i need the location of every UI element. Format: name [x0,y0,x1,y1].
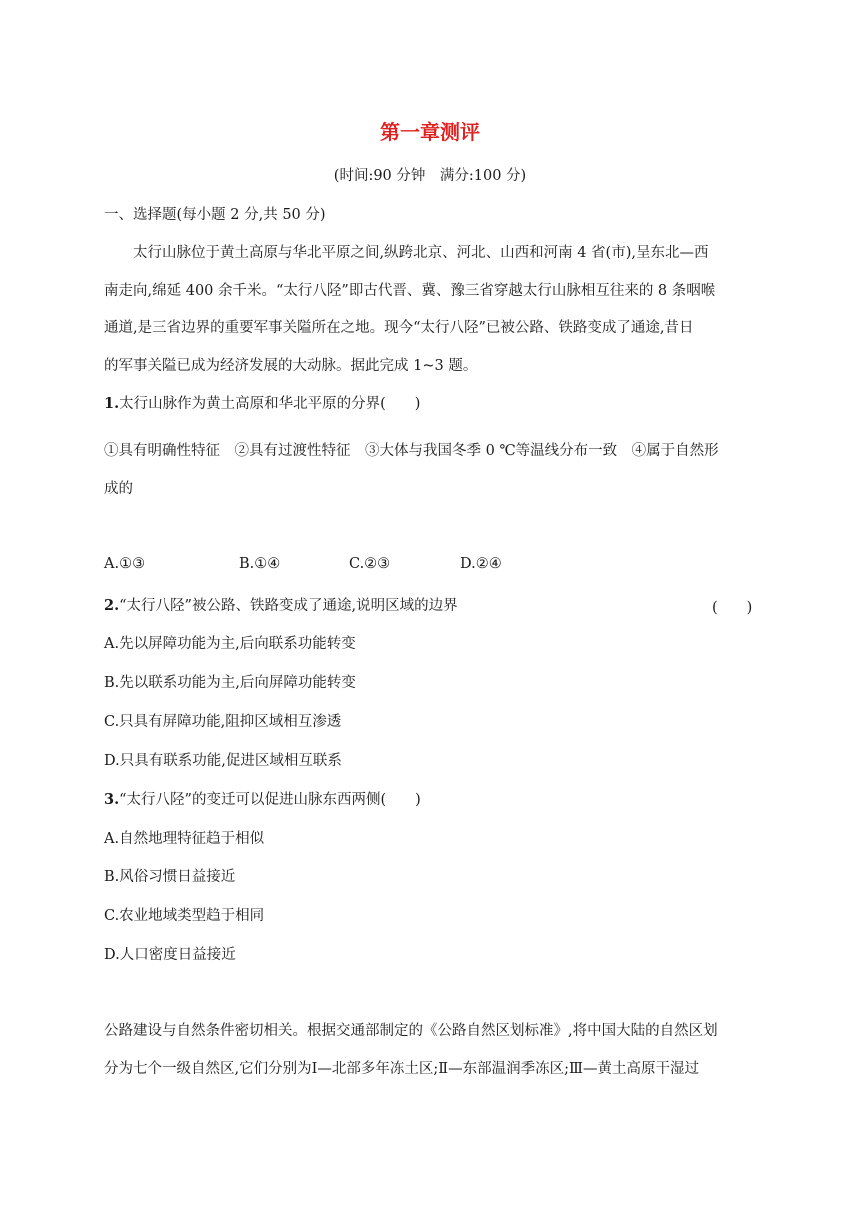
option-b[interactable]: B.风俗习惯日益接近 [104,869,236,885]
question-stem: 太行山脉作为黄土高原和华北平原的分界( ) [119,396,421,412]
question-number: 3. [104,791,120,808]
section-heading: 一、选择题(每小题 2 分,共 50 分) [104,207,326,223]
answer-bracket[interactable]: ( ) [712,600,753,616]
exam-subtitle: (时间:90 分钟 满分:100 分) [333,168,527,184]
question-stem: “太行八陉”的变迁可以促进山脉东西两侧( ) [119,792,421,808]
passage1-line: 的军事关隘已成为经济发展的大动脉。据此完成 1~3 题。 [104,358,478,374]
question-2 [104,596,458,616]
option-a[interactable]: A.①③ [104,556,146,572]
q1-items-line: ①具有明确性特征 ②具有过渡性特征 ③大体与我国冬季 0 ℃等温线分布一致 ④属于自然形 [104,443,719,459]
passage1-line: 南走向,绵延 400 余千米。“太行八陉”即古代晋、冀、豫三省穿越太行山脉相互往来的 8 条咽喉 [104,283,716,299]
question-number: 1. [104,395,120,412]
question-3 [104,790,421,810]
question-stem: “太行八陉”被公路、铁路变成了通途,说明区域的边界 [119,598,458,614]
question-number: 2. [104,597,120,614]
q1-items-line: 成的 [104,481,133,497]
option-b[interactable]: B.先以联系功能为主,后向屏障功能转变 [104,675,356,691]
passage2-line: 分为七个一级自然区,它们分别为Ⅰ—北部多年冻土区;Ⅱ—东部温润季冻区;Ⅲ—黄土高原干湿过 [104,1061,699,1077]
option-b[interactable]: B.①④ [239,556,281,572]
page-title: 第一章测评 [380,120,480,144]
option-d[interactable]: D.只具有联系功能,促进区域相互联系 [104,753,342,769]
option-a[interactable]: A.自然地理特征趋于相似 [104,831,265,847]
question-1 [104,394,420,414]
passage2-line: 公路建设与自然条件密切相关。根据交通部制定的《公路自然区划标准》,将中国大陆的自然区划 [104,1023,718,1039]
option-c[interactable]: C.只具有屏障功能,阻抑区域相互渗透 [104,714,342,730]
option-a[interactable]: A.先以屏障功能为主,后向联系功能转变 [104,636,356,652]
option-c[interactable]: C.农业地域类型趋于相同 [104,908,265,924]
option-d[interactable]: D.人口密度日益接近 [104,947,236,963]
option-d[interactable]: D.②④ [460,556,502,572]
passage1-line: 太行山脉位于黄土高原与华北平原之间,纵跨北京、河北、山西和河南 4 省(市),呈东北—西 [133,245,709,261]
option-c[interactable]: C.②③ [349,556,391,572]
passage1-line: 通道,是三省边界的重要军事关隘所在之地。现今“太行八陉”已被公路、铁路变成了通途,昔日 [104,320,694,336]
